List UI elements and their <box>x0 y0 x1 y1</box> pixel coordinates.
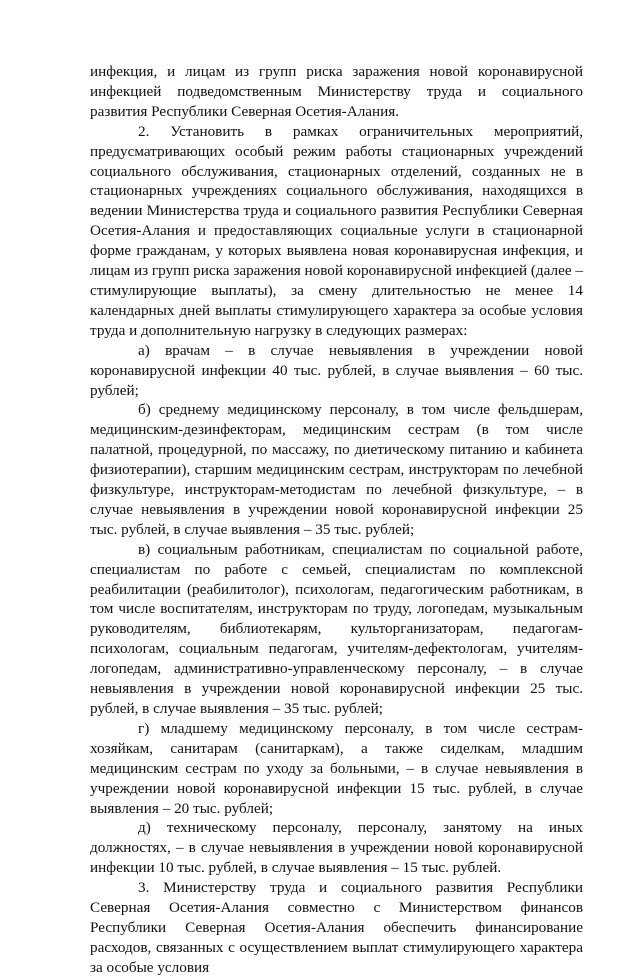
paragraph-item-v: в) социальным работникам, специалистам по социальной работе, специалистам по работе с семьей, специалистам по комплексной реабилитации (реабилитолог), психологам, педагогическим работникам, в том числе воспитателям, инструкторам по труду, логопедам, музыкальным руководителям, библиотекарям, культорганизаторам, педагогам-психологам, социальным педагогам, учителям-дефектологам, учителям-логопедам, административно-управленческому персоналу, – в случае невыявления в учреждении новой коронавирусной инфекции 25 тыс. рублей, в случае выявления – 35 тыс. рублей; <box>90 540 583 717</box>
paragraph-item-a: а) врачам – в случае невыявления в учреждении новой коронавирусной инфекции 40 тыс. рублей, в случае выявления – 60 тыс. рублей; <box>90 341 583 399</box>
paragraph-item-b: б) среднему медицинскому персоналу, в том числе фельдшерам, медицинским-дезинфекторам, медицинским сестрам (в том числе палатной, процедурной, по массажу, по диетическому питанию и кабинета физиотерапии), старшим медицинским сестрам, инструкторам по лечебной физкультуре, инструкторам-методистам по лечебной физкультуре, – в случае невыявления в учреждении новой коронавирусной инфекции 25 тыс. рублей, в случае выявления – 35 тыс. рублей; <box>90 401 583 538</box>
paragraph-item-2: 2. Установить в рамках ограничительных мероприятий, предусматривающих особый режим работы стационарных учреждений социального обслуживания, стационарных отделений, созданных не в стационарных учреждениях социального обслуживания, находящихся в ведении Министерства труда и социального развития Республики Северная Осетия-Алания и предоставляющих социальные услуги в стационарной форме гражданам, у которых выявлена новая коронавирусная инфекция, и лицам из групп риска заражения новой коронавирусной инфекцией (далее – стимулирующие выплаты), за смену длительностью не менее 14 календарных дней выплаты стимулирующего характера за особые условия труда и дополнительную нагрузку в следующих размерах: <box>90 122 583 339</box>
paragraph-item-d: д) техническому персоналу, персоналу, занятому на иных должностях, – в случае невыявления в учреждении новой коронавирусной инфекции 10 тыс. рублей, в случае выявления – 15 тыс. рублей. <box>90 819 583 877</box>
document-page <box>90 62 583 978</box>
paragraph-continuation: инфекция, и лицам из групп риска заражения новой коронавирусной инфекцией подведомственным Министерству труда и социального развития Республики Северная Осетия-Алания. <box>90 63 583 120</box>
paragraph-item-g: г) младшему медицинскому персоналу, в том числе сестрам-хозяйкам, санитарам (санитаркам), а также сиделкам, младшим медицинским сестрам по уходу за больными, – в случае невыявления в учреждении новой коронавирусной инфекции 15 тыс. рублей, в случае выявления – 20 тыс. рублей; <box>90 719 583 817</box>
paragraph-item-3: 3. Министерству труда и социального развития Республики Северная Осетия-Алания совместно с Министерством финансов Республики Северная Осетия-Алания обеспечить финансирование расходов, связанных с осуществлением выплат стимулирующего характера за особые условия <box>90 879 583 976</box>
